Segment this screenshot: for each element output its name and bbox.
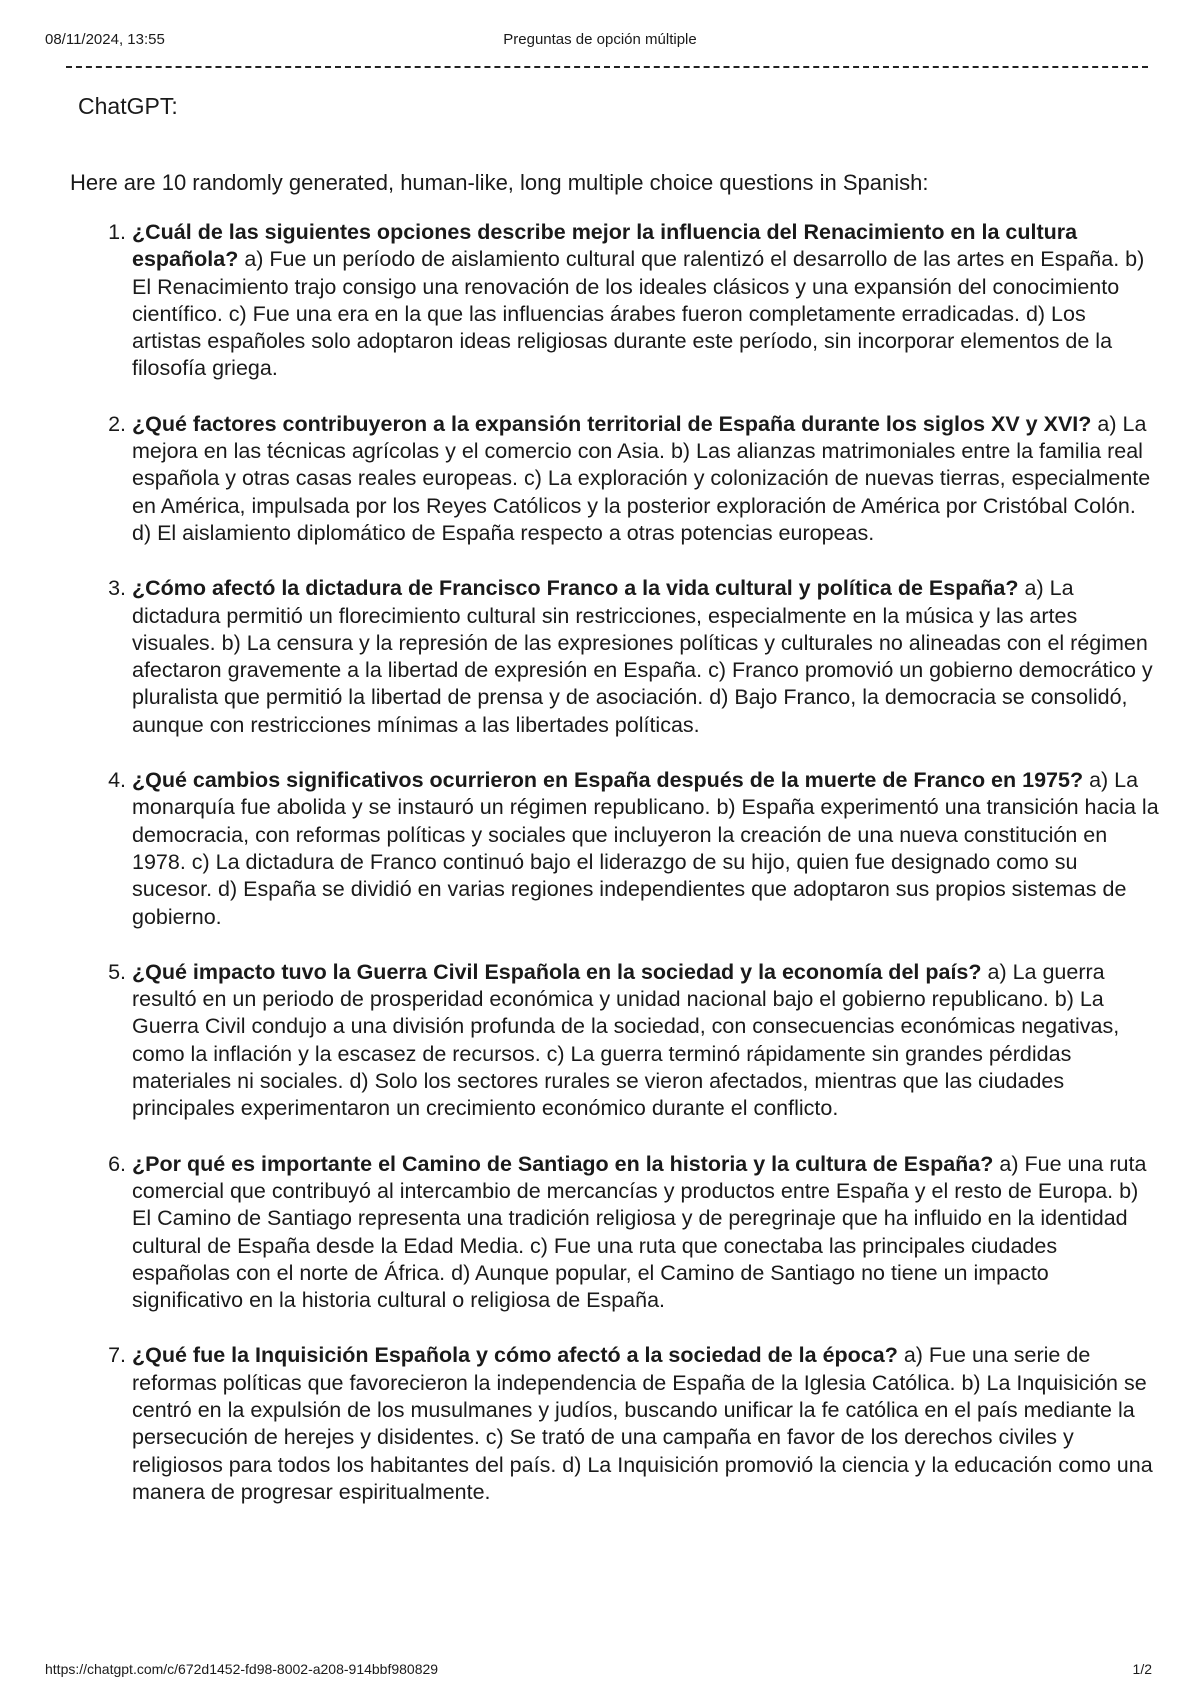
question-text: ¿Qué factores contribuyeron a la expansión territorial de España durante los siglos XV y XVI? (132, 411, 1092, 436)
question-list (70, 219, 1160, 1534)
question-text: ¿Qué fue la Inquisición Española y cómo afectó a la sociedad de la época? (132, 1343, 898, 1368)
question-text: ¿Qué impacto tuvo la Guerra Civil Española en la sociedad y la economía del país? (132, 959, 982, 984)
question-item (132, 411, 1160, 547)
question-text: ¿Cómo afectó la dictadura de Francisco Franco a la vida cultural y política de España? (132, 576, 1019, 601)
question-text: ¿Por qué es importante el Camino de Santiago en la historia y la cultura de España? (132, 1151, 994, 1176)
question-item (132, 1342, 1160, 1506)
question-item (132, 767, 1160, 931)
question-options: a) La monarquía fue abolida y se instauró un régimen republicano. b) España experimentó una transición hacia la democracia, con reformas políticas y sociales que incluyeron la creación de una nueva constitución en 1978. c) La dictadura de Franco continuó bajo el liderazgo de su hijo, quien fue designado como su sucesor. d) España se dividió en varias regiones independientes que adoptaron sus propios sistemas de gobierno. (132, 768, 1159, 929)
page-url: https://chatgpt.com/c/672d1452-fd98-8002-a208-914bbf980829 (45, 1661, 439, 1677)
question-options: a) Fue un período de aislamiento cultural que ralentizó el desarrollo de las artes en España. b) El Renacimiento trajo consigo una renovación de los ideales clásicos y una expansión del conocimiento científico. c) Fue una era en la que las influencias árabes fueron completamente erradicadas. d) Los artistas españoles solo adoptaron ideas religiosas durante este período, sin incorporar elementos de la filosofía griega. (132, 247, 1145, 381)
dashed-divider (66, 66, 1148, 68)
question-item (132, 575, 1160, 739)
question-item (132, 959, 1160, 1123)
document-title: Preguntas de opción múltiple (503, 31, 697, 48)
speaker-label: ChatGPT: (78, 93, 178, 119)
question-options: a) Fue una ruta comercial que contribuyó al intercambio de mercancías y productos entre España y el resto de Europa. b) El Camino de Santiago representa una tradición religiosa y de peregrinaje que ha influido en la identidad cultural de España desde la Edad Media. c) Fue una ruta que conectaba las principales ciudades españolas con el norte de África. d) Aunque popular, el Camino de Santiago no tiene un impacto significativo en la historia cultural o religiosa de España. (132, 1151, 1147, 1313)
question-options: a) La guerra resultó en un periodo de prosperidad económica y unidad nacional bajo el gobierno republicano. b) La Guerra Civil condujo a una división profunda de la sociedad, con consecuencias económicas negativas, como la inflación y la escasez de recursos. c) La guerra terminó rápidamente sin grandes pérdidas materiales ni sociales. d) Solo los sectores rurales se vieron afectados, mientras que las ciudades principales experimentaron un crecimiento económico durante el conflicto. (132, 959, 1120, 1121)
question-text: ¿Cuál de las siguientes opciones describe mejor la influencia del Renacimiento en la cultura española? (132, 220, 1078, 272)
print-datetime: 08/11/2024, 13:55 (45, 31, 165, 48)
question-options: a) Fue una serie de reformas políticas que favorecieron la independencia de España de la Iglesia Católica. b) La Inquisición se centró en la expulsión de los musulmanes y judíos, buscando unificar la fe católica en el país mediante la persecución de herejes y disidentes. c) Se trató de una campaña en favor de los derechos civiles y religiosos para todos los habitantes del país. d) La Inquisición promovió la ciencia y la educación como una manera de progresar espiritualmente. (132, 1343, 1153, 1504)
question-item (132, 1151, 1160, 1315)
question-item (132, 219, 1160, 383)
question-options: a) La mejora en las técnicas agrícolas y el comercio con Asia. b) Las alianzas matrimoniales entre la familia real española y otras casas reales europeas. c) La exploración y colonización de nuevas tierras, especialmente en América, impulsada por los Reyes Católicos y la posterior exploración de América por Cristóbal Colón. d) El aislamiento diplomático de España respecto a otras potencias europeas. (132, 411, 1151, 545)
intro-text: Here are 10 randomly generated, human-like, long multiple choice questions in Spanish: (70, 170, 929, 195)
question-options: a) La dictadura permitió un florecimiento cultural sin restricciones, especialmente en la música y las artes visuales. b) La censura y la represión de las expresiones políticas y culturales no alineadas con el régimen afectaron gravemente a la libertad de expresión en España. c) Franco promovió un gobierno democrático y pluralista que permitió la libertad de prensa y de asociación. d) Bajo Franco, la democracia se consolidó, aunque con restricciones mínimas a las libertades políticas. (132, 576, 1153, 737)
page-number: 1/2 (1132, 1661, 1152, 1677)
question-text: ¿Qué cambios significativos ocurrieron en España después de la muerte de Franco en 1975? (132, 768, 1084, 793)
